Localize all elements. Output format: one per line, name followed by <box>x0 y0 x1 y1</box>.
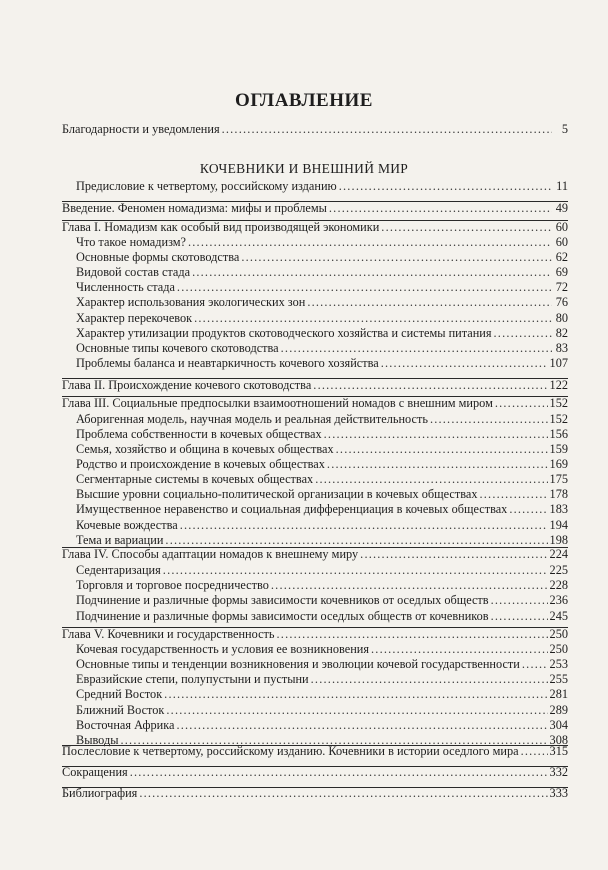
toc-entry-title: Подчинение и различные формы зависимости оседлых обществ от кочевников <box>76 609 489 623</box>
toc-leader-dots <box>194 310 552 326</box>
toc-entry <box>62 219 568 235</box>
toc-entry-page: 60 <box>555 220 568 234</box>
toc-entry <box>62 200 568 216</box>
toc-entry-page: 107 <box>549 356 568 370</box>
toc-entry <box>76 562 568 578</box>
toc-divider <box>62 201 568 202</box>
toc-leader-dots <box>315 471 547 487</box>
toc-entry <box>76 702 568 718</box>
toc-entry-title: Библиография <box>62 786 138 800</box>
toc-entry-title: Послесловие к четвертому, российскому изданию. Кочевники в истории оседлого мира <box>62 744 519 758</box>
toc-entry-page: 49 <box>555 201 568 215</box>
toc-entry-page: 245 <box>549 609 568 623</box>
toc-leader-dots <box>163 562 548 578</box>
toc-leader-dots <box>381 219 552 235</box>
toc-entry <box>76 671 568 687</box>
toc-leader-dots <box>329 200 552 216</box>
toc-entry-title: Выводы <box>76 733 119 747</box>
toc-entry-title: Восточная Африка <box>76 718 175 732</box>
toc-leader-dots <box>277 626 548 642</box>
toc-leader-dots <box>180 517 548 533</box>
toc-entry-page: 62 <box>555 250 568 264</box>
toc-entry-page: 83 <box>555 341 568 355</box>
toc-leader-dots <box>271 577 548 593</box>
toc-leader-dots <box>336 441 548 457</box>
toc-entry <box>76 340 568 356</box>
toc-entry <box>76 456 568 472</box>
toc-divider <box>62 220 568 221</box>
toc-entry-title: Глава IV. Способы адаптации номадов к внешнему миру <box>62 547 359 561</box>
toc-entry-title: Евразийские степи, полупустыни и пустыни <box>76 672 309 686</box>
toc-entry-page: 198 <box>549 533 568 547</box>
toc-entry-title: Глава III. Социальные предпосылки взаимоотношений номадов с внешним миром <box>62 396 493 410</box>
toc-leader-dots <box>176 717 547 733</box>
toc-divider <box>62 396 568 397</box>
page-title: ОГЛАВЛЕНИЕ <box>235 90 373 111</box>
toc-entry-title: Средний Восток <box>76 687 163 701</box>
toc-leader-dots <box>241 249 552 265</box>
toc-leader-dots <box>339 178 552 194</box>
toc-entry-page: 315 <box>549 744 568 758</box>
toc-leader-dots <box>480 486 548 502</box>
toc-entry-page: 289 <box>549 703 568 717</box>
toc-entry-page: 224 <box>549 547 568 561</box>
toc-entry-title: Тема и вариации <box>76 533 164 547</box>
toc-entry-title: Сокращения <box>62 765 128 779</box>
toc-leader-dots <box>281 340 552 356</box>
toc-leader-dots <box>371 641 548 657</box>
toc-entry-title: Основные типы кочевого скотоводства <box>76 341 279 355</box>
toc-entry-title: Семья, хозяйство и община в кочевых обществах <box>76 442 334 456</box>
toc-entry-page: 82 <box>555 326 568 340</box>
toc-entry <box>76 294 568 310</box>
toc-entry-title: Имущественное неравенство и социальная дифференциация в кочевых обществах <box>76 502 508 516</box>
toc-entry <box>62 546 568 562</box>
toc-entry-title: Сегментарные системы в кочевых обществах <box>76 472 314 486</box>
toc-entry <box>76 592 568 608</box>
toc-leader-dots <box>522 656 548 672</box>
toc-leader-dots <box>166 702 547 718</box>
toc-entry-page: 333 <box>549 786 568 800</box>
toc-leader-dots <box>491 608 548 624</box>
toc-entry-title: Характер использования экологических зон <box>76 295 306 309</box>
toc-entry <box>76 234 568 250</box>
toc-entry-title: Аборигенная модель, научная модель и реальная действительность <box>76 412 428 426</box>
toc-divider <box>62 787 568 788</box>
toc-entry-title: Основные типы и тенденции возникновения и эволюции кочевой государственности <box>76 657 520 671</box>
toc-leader-dots <box>327 456 548 472</box>
toc-entry-page: 253 <box>549 657 568 671</box>
toc-entry <box>76 426 568 442</box>
toc-entry-page: 76 <box>555 295 568 309</box>
toc-entry <box>76 641 568 657</box>
toc-divider <box>62 627 568 628</box>
toc-leader-dots <box>381 355 548 371</box>
toc-entry-title: Основные формы скотоводства <box>76 250 240 264</box>
toc-entry-page: 60 <box>555 235 568 249</box>
toc-entry-title: Проблемы баланса и неавтаркичность кочевого хозяйства <box>76 356 379 370</box>
toc-entry-page: 228 <box>549 578 568 592</box>
toc-entry-page: 281 <box>549 687 568 701</box>
toc-entry-page: 152 <box>549 396 568 410</box>
toc-entry-title: Проблема собственности в кочевых обществах <box>76 427 322 441</box>
toc-leader-dots <box>307 294 552 310</box>
toc-divider <box>62 766 568 767</box>
toc-entry-page: 308 <box>549 733 568 747</box>
toc-entry <box>76 249 568 265</box>
toc-entry-page: 175 <box>549 472 568 486</box>
toc-entry <box>76 355 568 371</box>
toc-entry-title: Характер перекочевок <box>76 311 193 325</box>
toc-entry-title: Глава I. Номадизм как особый вид производящей экономики <box>62 220 380 234</box>
toc-entry <box>62 395 568 411</box>
toc-entry <box>62 121 568 137</box>
toc-entry <box>76 717 568 733</box>
toc-entry <box>76 686 568 702</box>
toc-entry <box>62 626 568 642</box>
toc-leader-dots <box>192 264 552 280</box>
toc-entry-page: 178 <box>549 487 568 501</box>
toc-entry <box>62 377 568 393</box>
toc-leader-dots <box>313 377 547 393</box>
toc-entry-title: Глава V. Кочевники и государственность <box>62 627 275 641</box>
toc-entry-title: Подчинение и различные формы зависимости кочевников от оседлых обществ <box>76 593 489 607</box>
toc-entry <box>76 517 568 533</box>
toc-entry-page: 122 <box>549 378 568 392</box>
toc-leader-dots <box>188 234 552 250</box>
toc-entry-page: 69 <box>555 265 568 279</box>
toc-entry <box>76 325 568 341</box>
toc-entry <box>76 471 568 487</box>
toc-entry-title: Торговля и торговое посредничество <box>76 578 269 592</box>
toc-entry-title: Численность стада <box>76 280 175 294</box>
toc-entry-page: 332 <box>549 765 568 779</box>
toc-leader-dots <box>494 325 552 341</box>
toc-entry-title: Родство и происхождение в кочевых обществах <box>76 457 325 471</box>
toc-divider <box>62 745 568 746</box>
toc-entry-page: 152 <box>549 412 568 426</box>
toc-entry-page: 255 <box>549 672 568 686</box>
toc-entry-title: Кочевая государственность и условия ее возникновения <box>76 642 370 656</box>
toc-entry-title: Ближний Восток <box>76 703 165 717</box>
toc-leader-dots <box>164 686 547 702</box>
toc-entry-page: 11 <box>556 179 568 193</box>
toc-entry <box>76 279 568 295</box>
toc-leader-dots <box>324 426 548 442</box>
toc-leader-dots <box>430 411 548 427</box>
toc-leader-dots <box>177 279 552 295</box>
toc-entry-title: Кочевые вождества <box>76 518 178 532</box>
toc-entry <box>76 441 568 457</box>
toc-entry-page: 194 <box>549 518 568 532</box>
toc-divider <box>62 547 568 548</box>
toc-entry-page: 5 <box>561 122 568 136</box>
toc-entry-page: 156 <box>549 427 568 441</box>
toc-entry <box>76 411 568 427</box>
toc-entry-page: 250 <box>549 642 568 656</box>
toc-entry-page: 250 <box>549 627 568 641</box>
toc-entry-page: 304 <box>549 718 568 732</box>
toc-entry <box>76 310 568 326</box>
toc-entry-title: Характер утилизации продуктов скотоводческого хозяйства и системы питания <box>76 326 492 340</box>
toc-entry-title: Что такое номадизм? <box>76 235 186 249</box>
toc-entry-title: Седентаризация <box>76 563 161 577</box>
toc-entry-title: Предисловие к четвертому, российскому изданию <box>76 179 337 193</box>
toc-entry-page: 72 <box>555 280 568 294</box>
toc-entry-page: 169 <box>549 457 568 471</box>
toc-leader-dots <box>311 671 548 687</box>
toc-entry-page: 80 <box>555 311 568 325</box>
toc-leader-dots <box>360 546 547 562</box>
toc-leader-dots <box>491 592 548 608</box>
toc-entry-title: Видовой состав стада <box>76 265 191 279</box>
toc-leader-dots <box>495 395 548 411</box>
section-title: КОЧЕВНИКИ И ВНЕШНИЙ МИР <box>199 161 409 176</box>
toc-entry-page: 183 <box>549 502 568 516</box>
toc-entry <box>76 264 568 280</box>
toc-entry <box>76 656 568 672</box>
toc-entry-title: Введение. Феномен номадизма: мифы и проблемы <box>62 201 327 215</box>
toc-entry <box>76 577 568 593</box>
toc-entry-title: Глава II. Происхождение кочевого скотоводства <box>62 378 312 392</box>
toc-entry <box>76 178 568 194</box>
toc-leader-dots <box>509 501 547 517</box>
toc-leader-dots <box>222 121 552 137</box>
toc-entry-title: Благодарности и уведомления <box>62 122 220 136</box>
toc-entry-page: 236 <box>549 593 568 607</box>
toc-entry <box>76 486 568 502</box>
toc-entry-page: 159 <box>549 442 568 456</box>
toc-entry-page: 225 <box>549 563 568 577</box>
toc-divider <box>62 378 568 379</box>
toc-entry <box>76 608 568 624</box>
toc-entry-title: Высшие уровни социально-политической организации в кочевых обществах <box>76 487 478 501</box>
toc-entry <box>76 501 568 517</box>
